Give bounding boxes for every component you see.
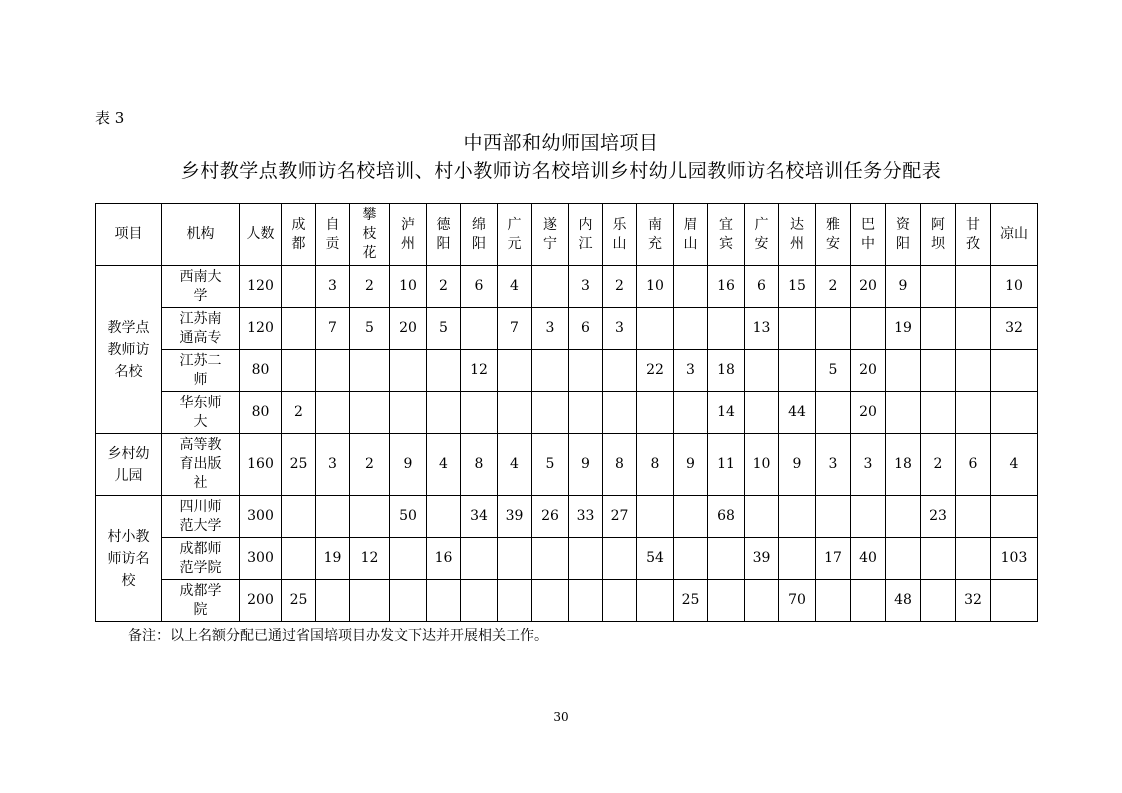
value-cell [569, 350, 603, 392]
value-cell [316, 350, 350, 392]
value-cell: 103 [991, 538, 1038, 580]
value-cell [569, 538, 603, 580]
header-cell: 德阳 [427, 204, 461, 266]
header-row [96, 204, 1038, 266]
value-cell [603, 350, 637, 392]
value-cell [498, 538, 532, 580]
value-cell [851, 496, 886, 538]
value-cell: 13 [745, 308, 779, 350]
total-cell: 80 [240, 392, 282, 434]
value-cell [921, 580, 956, 622]
value-cell: 9 [674, 434, 708, 496]
institution-cell: 高等教育出版社 [162, 434, 240, 496]
title-line-1: 中西部和幼师国培项目 [463, 132, 659, 154]
value-cell: 25 [282, 580, 316, 622]
table-row [96, 434, 1038, 496]
value-cell [674, 392, 708, 434]
value-cell [745, 580, 779, 622]
institution-cell: 成都师范学院 [162, 538, 240, 580]
header-cell: 广安 [745, 204, 779, 266]
value-cell [603, 392, 637, 434]
value-cell: 3 [569, 266, 603, 308]
value-cell: 68 [708, 496, 745, 538]
value-cell [674, 538, 708, 580]
value-cell [956, 266, 991, 308]
value-cell: 2 [282, 392, 316, 434]
value-cell [745, 350, 779, 392]
value-cell [956, 308, 991, 350]
value-cell [532, 266, 569, 308]
value-cell: 10 [991, 266, 1038, 308]
header-cell: 阿坝 [921, 204, 956, 266]
header-cell: 遂宁 [532, 204, 569, 266]
value-cell [886, 496, 921, 538]
header-cell: 攀枝花 [350, 204, 390, 266]
value-cell: 4 [498, 434, 532, 496]
value-cell [991, 350, 1038, 392]
value-cell [921, 350, 956, 392]
value-cell [461, 538, 498, 580]
table-row [96, 266, 1038, 308]
value-cell: 25 [282, 434, 316, 496]
total-cell: 160 [240, 434, 282, 496]
value-cell: 6 [461, 266, 498, 308]
value-cell: 6 [956, 434, 991, 496]
value-cell [282, 496, 316, 538]
value-cell [956, 538, 991, 580]
value-cell: 34 [461, 496, 498, 538]
value-cell [816, 392, 851, 434]
value-cell: 70 [779, 580, 816, 622]
value-cell [745, 496, 779, 538]
table-row [96, 350, 1038, 392]
value-cell: 20 [851, 392, 886, 434]
value-cell: 9 [886, 266, 921, 308]
value-cell: 25 [674, 580, 708, 622]
value-cell [921, 266, 956, 308]
value-cell: 27 [603, 496, 637, 538]
value-cell: 18 [708, 350, 745, 392]
value-cell [350, 496, 390, 538]
value-cell [427, 392, 461, 434]
value-cell: 15 [779, 266, 816, 308]
value-cell: 32 [956, 580, 991, 622]
footnote: 备注：以上名额分配已通过省国培项目办发文下达并开展相关工作。 [128, 628, 548, 644]
value-cell: 4 [991, 434, 1038, 496]
value-cell: 26 [532, 496, 569, 538]
value-cell [637, 496, 674, 538]
value-cell [498, 580, 532, 622]
header-cell: 人数 [240, 204, 282, 266]
value-cell [956, 392, 991, 434]
header-cell: 眉山 [674, 204, 708, 266]
value-cell: 18 [886, 434, 921, 496]
table-row [96, 392, 1038, 434]
value-cell [461, 392, 498, 434]
value-cell: 3 [532, 308, 569, 350]
total-cell: 300 [240, 538, 282, 580]
value-cell: 54 [637, 538, 674, 580]
value-cell: 16 [708, 266, 745, 308]
total-cell: 120 [240, 308, 282, 350]
value-cell [674, 496, 708, 538]
value-cell [991, 392, 1038, 434]
value-cell [282, 538, 316, 580]
value-cell: 5 [532, 434, 569, 496]
group-cell: 教学点教师访名校 [96, 266, 162, 434]
value-cell: 7 [498, 308, 532, 350]
value-cell: 32 [991, 308, 1038, 350]
value-cell [316, 496, 350, 538]
group-cell: 村小教师访名校 [96, 496, 162, 622]
value-cell: 3 [316, 266, 350, 308]
value-cell: 19 [886, 308, 921, 350]
value-cell: 40 [851, 538, 886, 580]
total-cell: 120 [240, 266, 282, 308]
value-cell: 39 [498, 496, 532, 538]
value-cell [708, 308, 745, 350]
value-cell: 3 [674, 350, 708, 392]
value-cell [991, 580, 1038, 622]
value-cell [708, 580, 745, 622]
value-cell [674, 266, 708, 308]
value-cell [708, 538, 745, 580]
value-cell: 5 [816, 350, 851, 392]
value-cell: 8 [603, 434, 637, 496]
table-row [96, 538, 1038, 580]
value-cell: 12 [350, 538, 390, 580]
value-cell [886, 538, 921, 580]
header-cell: 广元 [498, 204, 532, 266]
table-row [96, 496, 1038, 538]
group-cell: 乡村幼儿园 [96, 434, 162, 496]
value-cell [779, 350, 816, 392]
value-cell: 22 [637, 350, 674, 392]
value-cell [637, 580, 674, 622]
value-cell [816, 496, 851, 538]
value-cell [851, 308, 886, 350]
value-cell: 4 [427, 434, 461, 496]
value-cell [674, 308, 708, 350]
value-cell [816, 308, 851, 350]
institution-cell: 江苏二师 [162, 350, 240, 392]
value-cell: 20 [390, 308, 427, 350]
value-cell: 19 [316, 538, 350, 580]
value-cell: 3 [816, 434, 851, 496]
value-cell: 11 [708, 434, 745, 496]
header-cell: 自贡 [316, 204, 350, 266]
value-cell: 12 [461, 350, 498, 392]
value-cell: 3 [603, 308, 637, 350]
total-cell: 300 [240, 496, 282, 538]
value-cell [851, 580, 886, 622]
value-cell [390, 580, 427, 622]
header-cell: 泸州 [390, 204, 427, 266]
value-cell [532, 350, 569, 392]
value-cell [603, 538, 637, 580]
header-cell: 巴中 [851, 204, 886, 266]
value-cell [637, 308, 674, 350]
table-row [96, 308, 1038, 350]
table-label: 表 3 [95, 109, 125, 127]
value-cell [921, 538, 956, 580]
value-cell [745, 392, 779, 434]
value-cell [532, 538, 569, 580]
value-cell [956, 496, 991, 538]
header-cell: 南充 [637, 204, 674, 266]
value-cell: 2 [350, 434, 390, 496]
table-row [96, 580, 1038, 622]
value-cell [316, 392, 350, 434]
value-cell [282, 308, 316, 350]
value-cell [461, 308, 498, 350]
value-cell [886, 350, 921, 392]
value-cell [779, 538, 816, 580]
value-cell: 2 [603, 266, 637, 308]
value-cell [350, 580, 390, 622]
value-cell: 5 [427, 308, 461, 350]
header-cell: 机构 [162, 204, 240, 266]
institution-cell: 四川师范大学 [162, 496, 240, 538]
value-cell [779, 496, 816, 538]
value-cell [779, 308, 816, 350]
value-cell [282, 266, 316, 308]
allocation-table [95, 203, 1038, 622]
header-cell: 内江 [569, 204, 603, 266]
value-cell [532, 580, 569, 622]
value-cell: 3 [851, 434, 886, 496]
header-cell: 绵阳 [461, 204, 498, 266]
page-number: 30 [553, 710, 569, 724]
value-cell [427, 496, 461, 538]
header-cell: 成都 [282, 204, 316, 266]
header-cell: 资阳 [886, 204, 921, 266]
value-cell: 8 [637, 434, 674, 496]
value-cell: 6 [569, 308, 603, 350]
value-cell: 20 [851, 350, 886, 392]
value-cell: 14 [708, 392, 745, 434]
value-cell [350, 350, 390, 392]
value-cell: 16 [427, 538, 461, 580]
header-cell: 项目 [96, 204, 162, 266]
value-cell: 3 [316, 434, 350, 496]
value-cell: 2 [427, 266, 461, 308]
total-cell: 80 [240, 350, 282, 392]
header-cell: 乐山 [603, 204, 637, 266]
value-cell: 5 [350, 308, 390, 350]
header-cell: 宜宾 [708, 204, 745, 266]
value-cell [427, 580, 461, 622]
value-cell: 23 [921, 496, 956, 538]
value-cell: 2 [921, 434, 956, 496]
value-cell: 50 [390, 496, 427, 538]
value-cell: 2 [816, 266, 851, 308]
total-cell: 200 [240, 580, 282, 622]
value-cell: 10 [745, 434, 779, 496]
value-cell [532, 392, 569, 434]
value-cell: 4 [498, 266, 532, 308]
value-cell [603, 580, 637, 622]
value-cell [498, 350, 532, 392]
value-cell [282, 350, 316, 392]
institution-cell: 西南大学 [162, 266, 240, 308]
value-cell: 9 [779, 434, 816, 496]
value-cell [316, 580, 350, 622]
value-cell [569, 392, 603, 434]
header-cell: 甘孜 [956, 204, 991, 266]
header-cell: 雅安 [816, 204, 851, 266]
institution-cell: 华东师大 [162, 392, 240, 434]
value-cell [498, 392, 532, 434]
value-cell: 2 [350, 266, 390, 308]
value-cell [569, 580, 603, 622]
value-cell: 33 [569, 496, 603, 538]
value-cell [991, 496, 1038, 538]
value-cell [461, 580, 498, 622]
value-cell [427, 350, 461, 392]
header-cell: 达州 [779, 204, 816, 266]
value-cell [390, 392, 427, 434]
value-cell: 8 [461, 434, 498, 496]
header-cell: 凉山 [991, 204, 1038, 266]
value-cell [350, 392, 390, 434]
title-line-2: 乡村教学点教师访名校培训、村小教师访名校培训乡村幼儿园教师访名校培训任务分配表 [180, 160, 942, 182]
value-cell [886, 392, 921, 434]
value-cell [921, 308, 956, 350]
institution-cell: 成都学院 [162, 580, 240, 622]
value-cell: 10 [637, 266, 674, 308]
value-cell [390, 350, 427, 392]
value-cell: 48 [886, 580, 921, 622]
value-cell [637, 392, 674, 434]
value-cell [390, 538, 427, 580]
value-cell: 9 [569, 434, 603, 496]
value-cell [816, 580, 851, 622]
value-cell [956, 350, 991, 392]
value-cell: 20 [851, 266, 886, 308]
value-cell: 7 [316, 308, 350, 350]
institution-cell: 江苏南通高专 [162, 308, 240, 350]
value-cell: 6 [745, 266, 779, 308]
value-cell [921, 392, 956, 434]
value-cell: 17 [816, 538, 851, 580]
value-cell: 44 [779, 392, 816, 434]
value-cell: 9 [390, 434, 427, 496]
value-cell: 39 [745, 538, 779, 580]
value-cell: 10 [390, 266, 427, 308]
